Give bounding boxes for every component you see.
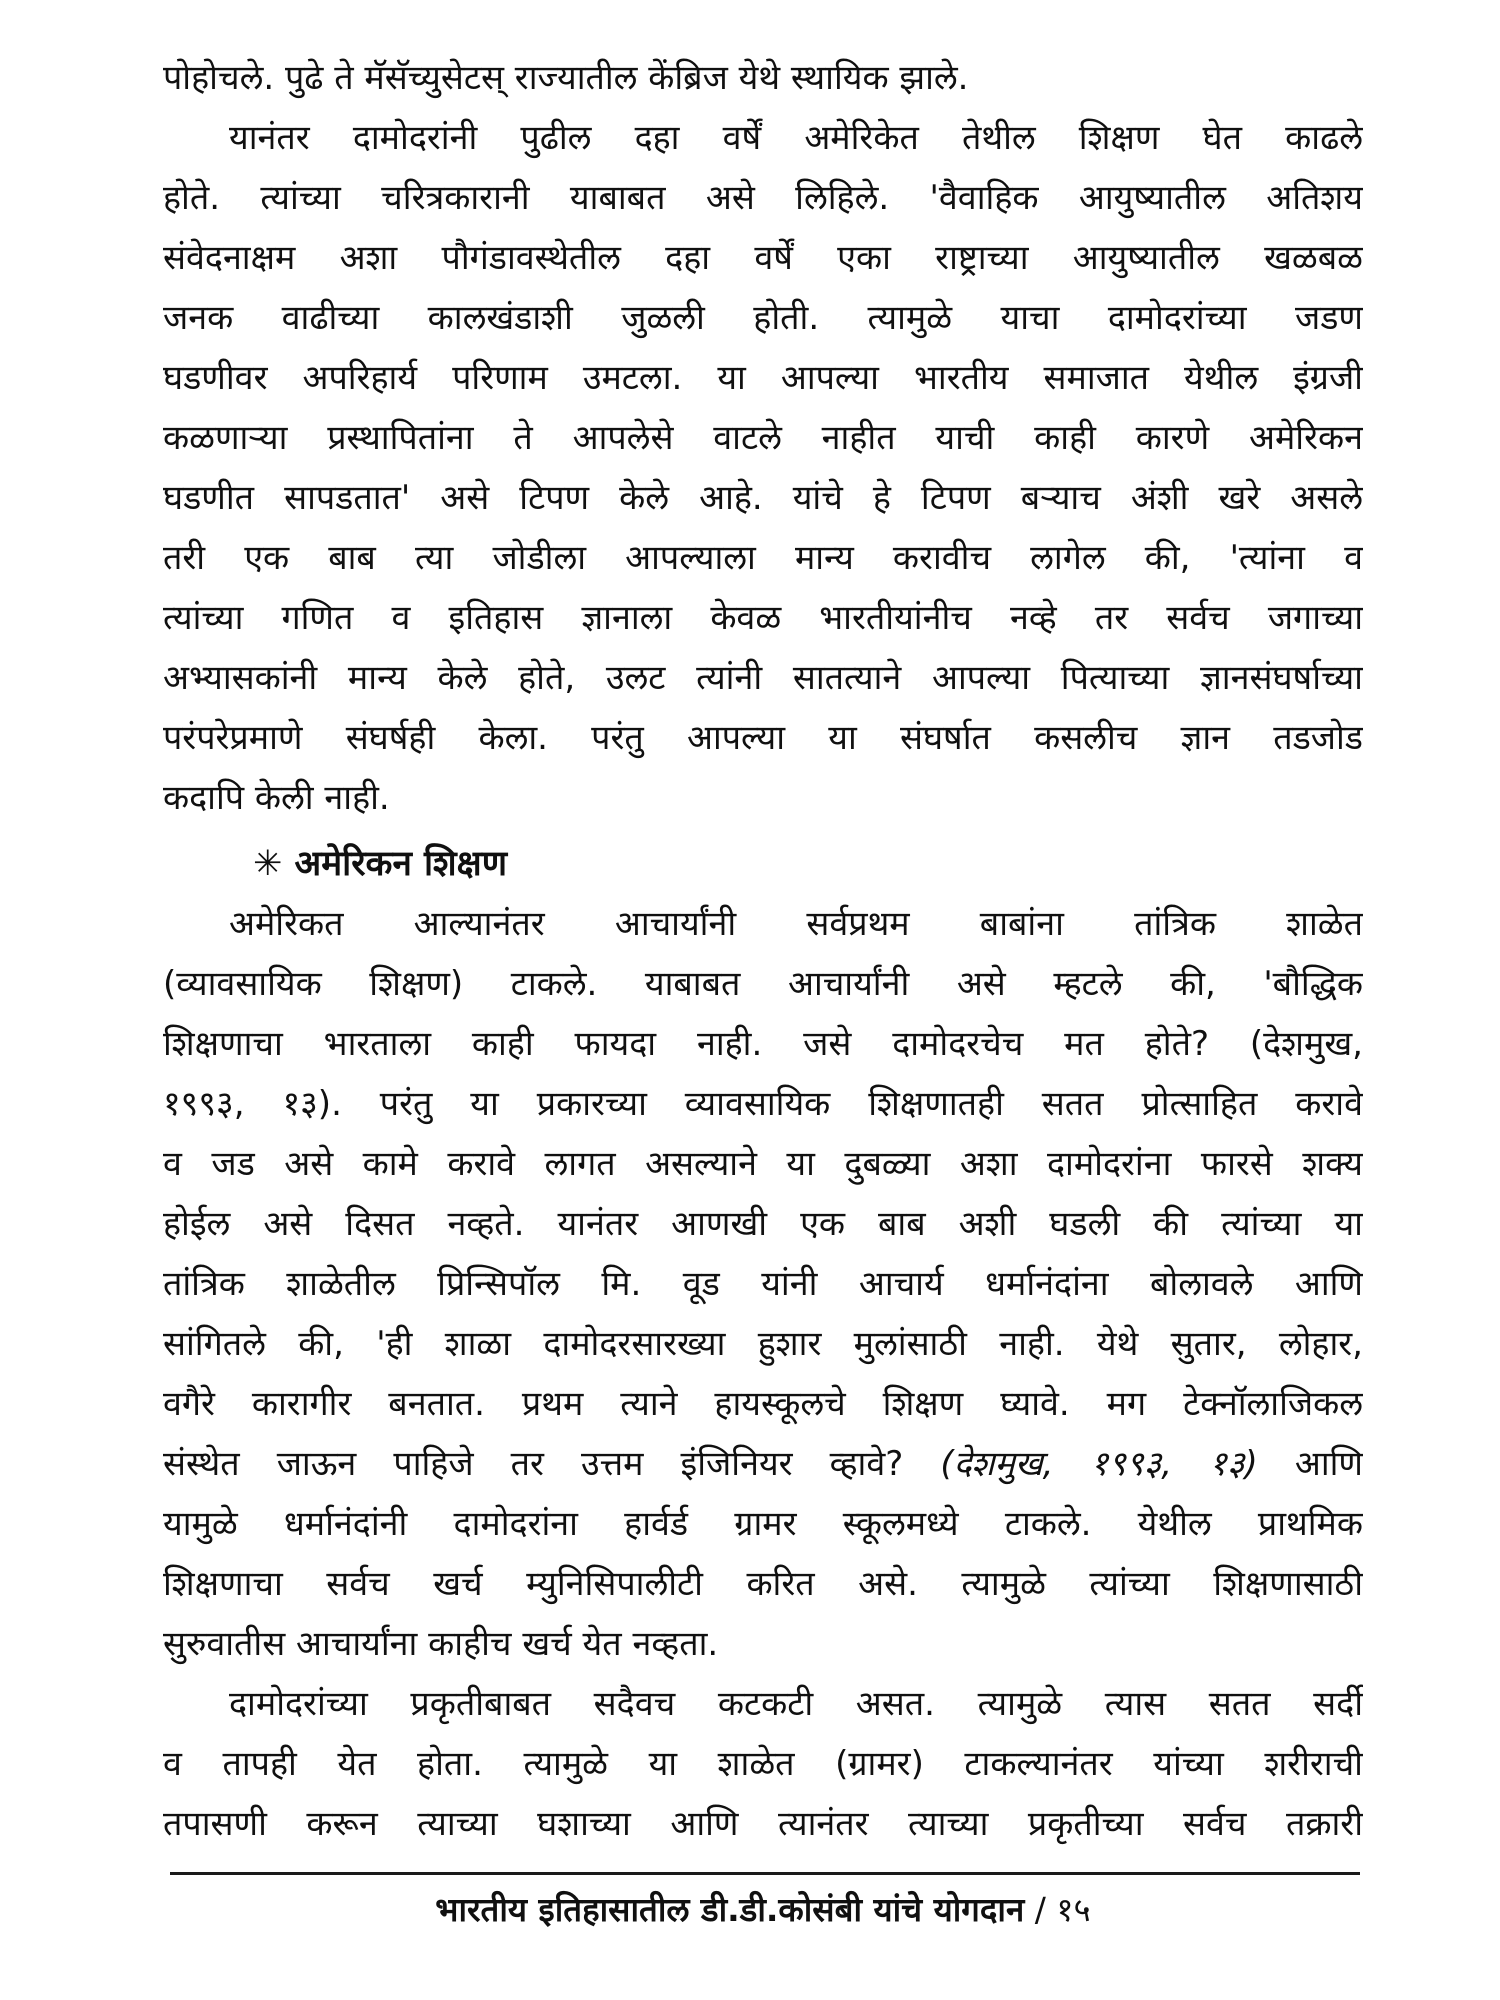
section-heading: ✳ अमेरिकन शिक्षण xyxy=(253,844,508,884)
text-line: पोहोचले. पुढे ते मॅसॅच्युसेटस् राज्यातील केंब्रिज येथे स्थायिक झाले. xyxy=(163,58,969,98)
text-line: दामोदरांच्या प्रकृतीबाबत सदैवच कटकटी असत. त्यामुळे त्यास सतत सर्दी xyxy=(229,1684,1363,1724)
footer-separator: / xyxy=(1024,1890,1057,1929)
text-line: यामुळे धर्मानंदांनी दामोदरांना हार्वर्ड ग्रामर स्कूलमध्ये टाकले. येथील प्राथमिक xyxy=(163,1504,1363,1544)
footer-book-title: भारतीय इतिहासातील डी.डी.कोसंबी यांचे योगदान xyxy=(435,1890,1025,1929)
citation-italic: (देशमुख, १९९३, १३) xyxy=(940,1444,1258,1484)
text-line: कळणाऱ्या प्रस्थापितांना ते आपलेसे वाटले नाहीत याची काही कारणे अमेरिकन xyxy=(163,418,1363,458)
text-line: तांत्रिक शाळेतील प्रिन्सिपॉल मि. वूड यांनी आचार्य धर्मानंदांना बोलावले आणि xyxy=(163,1264,1363,1304)
text-line: जनक वाढीच्या कालखंडाशी जुळली होती. त्यामुळे याचा दामोदरांच्या जडण xyxy=(163,298,1363,338)
page-footer xyxy=(163,1884,1363,1936)
text-line: अभ्यासकांनी मान्य केले होते, उलट त्यांनी सातत्याने आपल्या पित्याच्या ज्ञानसंघर्षाच्या xyxy=(163,658,1363,698)
text-line: होईल असे दिसत नव्हते. यानंतर आणखी एक बाब अशी घडली की त्यांच्या या xyxy=(163,1204,1363,1244)
text-line: शिक्षणाचा भारताला काही फायदा नाही. जसे दामोदरचेच मत होते? (देशमुख, xyxy=(163,1024,1363,1064)
footer-page-number: १५ xyxy=(1056,1890,1091,1929)
text-line: यानंतर दामोदरांनी पुढील दहा वर्षें अमेरिकेत तेथील शिक्षण घेत काढले xyxy=(229,118,1363,158)
text-line: घडणीत सापडतात' असे टिपण केले आहे. यांचे हे टिपण बऱ्याच अंशी खरे असले xyxy=(163,478,1363,518)
text-block xyxy=(163,48,1363,1854)
text-line: घडणीवर अपरिहार्य परिणाम उमटला. या आपल्या भारतीय समाजात येथील इंग्रजी xyxy=(163,358,1363,398)
text-line: परंपरेप्रमाणे संघर्षही केला. परंतु आपल्या या संघर्षात कसलीच ज्ञान तडजोड xyxy=(163,718,1363,758)
text-line xyxy=(163,1434,1363,1494)
text-line: व जड असे कामे करावे लागत असल्याने या दुबळ्या अशा दामोदरांना फारसे शक्य xyxy=(163,1144,1363,1184)
text-line: वगैरे कारागीर बनतात. प्रथम त्याने हायस्कूलचे शिक्षण घ्यावे. मग टेक्नॉलाजिकल xyxy=(163,1384,1363,1424)
text-line: तरी एक बाब त्या जोडीला आपल्याला मान्य करावीच लागेल की, 'त्यांना व xyxy=(163,538,1363,578)
text-line: (व्यावसायिक शिक्षण) टाकले. याबाबत आचार्यांनी असे म्हटले की, 'बौद्धिक xyxy=(163,964,1363,1004)
text-line: शिक्षणाचा सर्वच खर्च म्युनिसिपालीटी करित असे. त्यामुळे त्यांच्या शिक्षणासाठी xyxy=(163,1564,1363,1604)
text-line: सुरुवातीस आचार्यांना काहीच खर्च येत नव्हता. xyxy=(163,1624,719,1664)
text-segment: आणि xyxy=(1257,1444,1363,1484)
text-line: तपासणी करून त्याच्या घशाच्या आणि त्यानंतर त्याच्या प्रकृतीच्या सर्वच तक्रारी xyxy=(163,1804,1363,1844)
footer-divider xyxy=(170,1872,1360,1875)
text-line: अमेरिकत आल्यानंतर आचार्यांनी सर्वप्रथम बाबांना तांत्रिक शाळेत xyxy=(229,904,1363,944)
text-segment: संस्थेत जाऊन पाहिजे तर उत्तम इंजिनियर व्हावे? xyxy=(163,1444,941,1484)
text-line: संवेदनाक्षम अशा पौगंडावस्थेतील दहा वर्षें एका राष्ट्राच्या आयुष्यातील खळबळ xyxy=(163,238,1363,278)
text-line: व तापही येत होता. त्यामुळे या शाळेत (ग्रामर) टाकल्यानंतर यांच्या शरीराची xyxy=(163,1744,1363,1784)
text-line: होते. त्यांच्या चरित्रकारानी याबाबत असे लिहिले. 'वैवाहिक आयुष्यातील अतिशय xyxy=(163,178,1363,218)
text-line: कदापि केली नाही. xyxy=(163,778,390,818)
text-line: सांगितले की, 'ही शाळा दामोदरसारख्या हुशार मुलांसाठी नाही. येथे सुतार, लोहार, xyxy=(163,1324,1363,1364)
text-line: १९९३, १३). परंतु या प्रकारच्या व्यावसायिक शिक्षणातही सतत प्रोत्साहित करावे xyxy=(163,1084,1363,1124)
text-line: त्यांच्या गणित व इतिहास ज्ञानाला केवळ भारतीयांनीच नव्हे तर सर्वच जगाच्या xyxy=(163,598,1363,638)
